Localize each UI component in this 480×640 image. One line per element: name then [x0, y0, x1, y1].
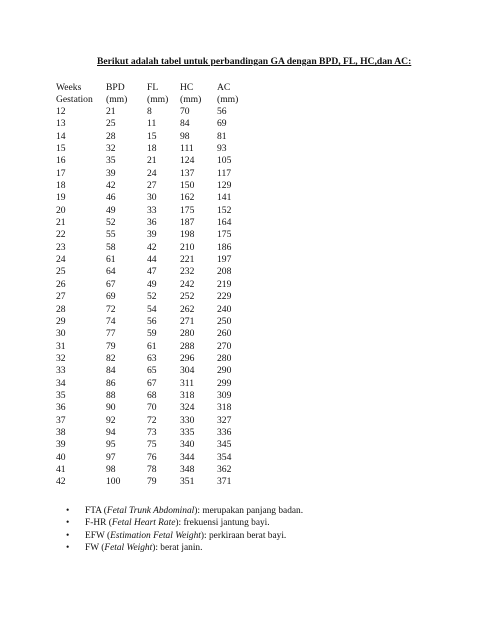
cell-bpd: 64 — [106, 266, 116, 278]
cell-hc: 335 — [180, 426, 195, 438]
cell-hc: 98 — [180, 130, 190, 142]
cell-bpd: 97 — [106, 451, 116, 463]
cell-weeks: 42 — [56, 476, 66, 488]
cell-hc: 162 — [180, 192, 195, 204]
cell-weeks: 17 — [56, 167, 66, 179]
cell-ac: 175 — [217, 229, 232, 241]
cell-weeks: 40 — [56, 451, 66, 463]
cell-bpd: 74 — [106, 315, 116, 327]
note-bullet: • — [66, 518, 70, 529]
cell-bpd: 69 — [106, 291, 116, 303]
cell-bpd: 88 — [106, 389, 116, 401]
cell-hc: 262 — [180, 303, 195, 315]
cell-ac: 327 — [217, 414, 232, 426]
cell-hc: 318 — [180, 389, 195, 401]
cell-ac: 354 — [217, 451, 232, 463]
cell-weeks: 25 — [56, 266, 66, 278]
cell-fl: 18 — [147, 143, 157, 155]
note-term: Fetal Heart Rate — [111, 518, 176, 529]
note-desc: merupakan panjang badan. — [202, 506, 304, 516]
cell-weeks: 16 — [56, 155, 66, 167]
note-paren-close: ): — [194, 506, 203, 516]
cell-weeks: 31 — [56, 340, 66, 352]
cell-hc: 304 — [180, 365, 195, 377]
cell-fl: 79 — [147, 476, 157, 488]
cell-hc: 252 — [180, 291, 195, 303]
cell-ac: 141 — [217, 192, 232, 204]
note-abbr: F-HR — [85, 518, 107, 529]
cell-ac: 93 — [217, 143, 227, 155]
cell-fl: 72 — [147, 414, 157, 426]
note-bullet: • — [66, 542, 70, 553]
cell-bpd: 49 — [106, 204, 116, 216]
cell-bpd: 90 — [106, 402, 116, 414]
cell-hc: 271 — [180, 315, 195, 327]
cell-ac: 186 — [217, 241, 232, 253]
cell-fl: 59 — [147, 328, 157, 340]
cell-weeks: 27 — [56, 291, 66, 303]
cell-fl: 76 — [147, 451, 157, 463]
cell-ac: 56 — [217, 106, 227, 117]
cell-fl: 21 — [147, 155, 157, 167]
cell-weeks: 37 — [56, 414, 66, 426]
cell-weeks: 15 — [56, 143, 66, 155]
cell-ac: 164 — [217, 217, 232, 229]
note-item — [66, 530, 303, 542]
cell-hc: 324 — [180, 402, 195, 414]
cell-fl: 30 — [147, 192, 157, 204]
note-bullet: • — [66, 506, 70, 516]
cell-weeks: 32 — [56, 352, 66, 364]
cell-bpd: 98 — [106, 463, 116, 475]
cell-ac: 208 — [217, 266, 232, 278]
cell-hc: 137 — [180, 167, 195, 179]
note-paren-open: ( — [101, 506, 107, 516]
notes-list — [66, 505, 303, 554]
cell-hc: 175 — [180, 204, 195, 216]
cell-weeks: 33 — [56, 365, 66, 377]
cell-hc: 150 — [180, 180, 195, 192]
cell-fl: 42 — [147, 241, 157, 253]
cell-fl: 68 — [147, 389, 157, 401]
cell-hc: 242 — [180, 278, 195, 290]
note-desc: frekuensi jantung bayi. — [183, 518, 270, 529]
header-bpd-unit: (mm) — [106, 94, 128, 105]
cell-bpd: 72 — [106, 303, 116, 315]
cell-weeks: 23 — [56, 241, 66, 253]
cell-weeks: 35 — [56, 389, 66, 401]
note-abbr: FTA — [85, 506, 102, 516]
cell-fl: 54 — [147, 303, 157, 315]
cell-bpd: 55 — [106, 229, 116, 241]
cell-weeks: 14 — [56, 130, 66, 142]
cell-ac: 345 — [217, 439, 232, 451]
cell-ac: 318 — [217, 402, 232, 414]
cell-bpd: 32 — [106, 143, 116, 155]
cell-hc: 348 — [180, 463, 195, 475]
cell-ac: 309 — [217, 389, 232, 401]
cell-ac: 81 — [217, 130, 227, 142]
cell-hc: 187 — [180, 217, 195, 229]
cell-ac: 69 — [217, 118, 227, 130]
cell-hc: 198 — [180, 229, 195, 241]
note-term: Estimation Fetal Weight — [110, 530, 201, 541]
cell-weeks: 39 — [56, 439, 66, 451]
cell-ac: 117 — [217, 167, 232, 179]
cell-fl: 49 — [147, 278, 157, 290]
cell-ac: 197 — [217, 254, 232, 266]
cell-weeks: 12 — [56, 106, 66, 117]
cell-weeks: 28 — [56, 303, 66, 315]
cell-bpd: 100 — [106, 476, 121, 488]
cell-hc: 111 — [180, 143, 194, 155]
cell-weeks: 19 — [56, 192, 66, 204]
cell-hc: 344 — [180, 451, 195, 463]
cell-weeks: 18 — [56, 180, 66, 192]
cell-bpd: 35 — [106, 155, 116, 167]
note-paren-close: ): — [175, 518, 184, 529]
page-title: Berikut adalah tabel untuk perbandingan GA dengan BPD, FL, HC,dan AC: — [97, 56, 412, 67]
cell-fl: 78 — [147, 463, 157, 475]
note-item — [66, 517, 303, 529]
cell-bpd: 84 — [106, 365, 116, 377]
cell-fl: 63 — [147, 352, 157, 364]
note-paren-open: ( — [106, 518, 112, 529]
cell-bpd: 61 — [106, 254, 116, 266]
note-paren-close: ): — [152, 542, 161, 553]
cell-ac: 219 — [217, 278, 232, 290]
cell-ac: 152 — [217, 204, 232, 216]
cell-ac: 290 — [217, 365, 232, 377]
cell-fl: 27 — [147, 180, 157, 192]
cell-fl: 39 — [147, 229, 157, 241]
cell-bpd: 95 — [106, 439, 116, 451]
header-bpd: BPD — [106, 82, 125, 93]
cell-weeks: 41 — [56, 463, 66, 475]
note-desc: berat janin. — [160, 542, 203, 553]
cell-bpd: 21 — [106, 106, 116, 117]
cell-hc: 124 — [180, 155, 195, 167]
cell-bpd: 94 — [106, 426, 116, 438]
note-paren-open: ( — [98, 542, 105, 553]
cell-fl: 24 — [147, 167, 157, 179]
cell-weeks: 29 — [56, 315, 66, 327]
cell-hc: 330 — [180, 414, 195, 426]
note-paren-open: ( — [104, 530, 111, 541]
note-term: Fetal Weight — [104, 542, 153, 553]
cell-weeks: 24 — [56, 254, 66, 266]
cell-fl: 33 — [147, 204, 157, 216]
cell-hc: 288 — [180, 340, 195, 352]
cell-hc: 311 — [180, 377, 195, 389]
cell-fl: 67 — [147, 377, 157, 389]
cell-ac: 240 — [217, 303, 232, 315]
cell-fl: 11 — [147, 118, 157, 130]
cell-bpd: 46 — [106, 192, 116, 204]
cell-weeks: 36 — [56, 402, 66, 414]
cell-fl: 56 — [147, 315, 157, 327]
note-abbr: EFW — [85, 530, 105, 541]
cell-weeks: 22 — [56, 229, 66, 241]
cell-ac: 105 — [217, 155, 232, 167]
cell-hc: 84 — [180, 118, 190, 130]
header-ac: AC — [217, 82, 231, 93]
cell-bpd: 77 — [106, 328, 116, 340]
cell-ac: 229 — [217, 291, 232, 303]
header-hc-unit: (mm) — [180, 94, 202, 105]
cell-fl: 61 — [147, 340, 157, 352]
cell-ac: 336 — [217, 426, 232, 438]
cell-hc: 340 — [180, 439, 195, 451]
cell-ac: 362 — [217, 463, 232, 475]
cell-bpd: 52 — [106, 217, 116, 229]
cell-hc: 232 — [180, 266, 195, 278]
cell-weeks: 26 — [56, 278, 66, 290]
cell-bpd: 86 — [106, 377, 116, 389]
cell-fl: 15 — [147, 130, 157, 142]
cell-fl: 70 — [147, 402, 157, 414]
cell-ac: 129 — [217, 180, 232, 192]
header-hc: HC — [180, 82, 194, 93]
cell-hc: 351 — [180, 476, 195, 488]
note-item — [66, 542, 303, 554]
cell-bpd: 58 — [106, 241, 116, 253]
header-fl-unit: (mm) — [147, 94, 169, 105]
note-bullet: • — [66, 530, 70, 541]
header-fl: FL — [147, 82, 159, 93]
cell-fl: 52 — [147, 291, 157, 303]
note-abbr: FW — [85, 542, 99, 553]
cell-hc: 296 — [180, 352, 195, 364]
cell-fl: 8 — [147, 106, 152, 117]
note-term: Fetal Trunk Abdominal — [106, 506, 195, 516]
cell-ac: 280 — [217, 352, 232, 364]
cell-bpd: 67 — [106, 278, 116, 290]
cell-fl: 65 — [147, 365, 157, 377]
cell-bpd: 39 — [106, 167, 116, 179]
cell-ac: 299 — [217, 377, 232, 389]
cell-bpd: 28 — [106, 130, 116, 142]
cell-ac: 250 — [217, 315, 232, 327]
header-ac-unit: (mm) — [217, 94, 239, 105]
cell-ac: 371 — [217, 476, 232, 488]
cell-fl: 73 — [147, 426, 157, 438]
cell-bpd: 79 — [106, 340, 116, 352]
cell-hc: 210 — [180, 241, 195, 253]
cell-weeks: 30 — [56, 328, 66, 340]
cell-bpd: 82 — [106, 352, 116, 364]
header-gestation: Gestation — [56, 94, 93, 105]
cell-bpd: 92 — [106, 414, 116, 426]
cell-hc: 221 — [180, 254, 195, 266]
cell-fl: 47 — [147, 266, 157, 278]
cell-hc: 280 — [180, 328, 195, 340]
cell-bpd: 42 — [106, 180, 116, 192]
cell-bpd: 25 — [106, 118, 116, 130]
cell-weeks: 21 — [56, 217, 66, 229]
note-paren-close: ): — [200, 530, 209, 541]
note-item — [66, 505, 303, 517]
cell-weeks: 13 — [56, 118, 66, 130]
cell-weeks: 20 — [56, 204, 66, 216]
cell-weeks: 34 — [56, 377, 66, 389]
cell-fl: 44 — [147, 254, 157, 266]
note-desc: perkiraan berat bayi. — [208, 530, 287, 541]
cell-fl: 75 — [147, 439, 157, 451]
cell-ac: 270 — [217, 340, 232, 352]
header-weeks: Weeks — [56, 82, 82, 93]
cell-ac: 260 — [217, 328, 232, 340]
cell-weeks: 38 — [56, 426, 66, 438]
cell-fl: 36 — [147, 217, 157, 229]
cell-hc: 70 — [180, 106, 190, 117]
